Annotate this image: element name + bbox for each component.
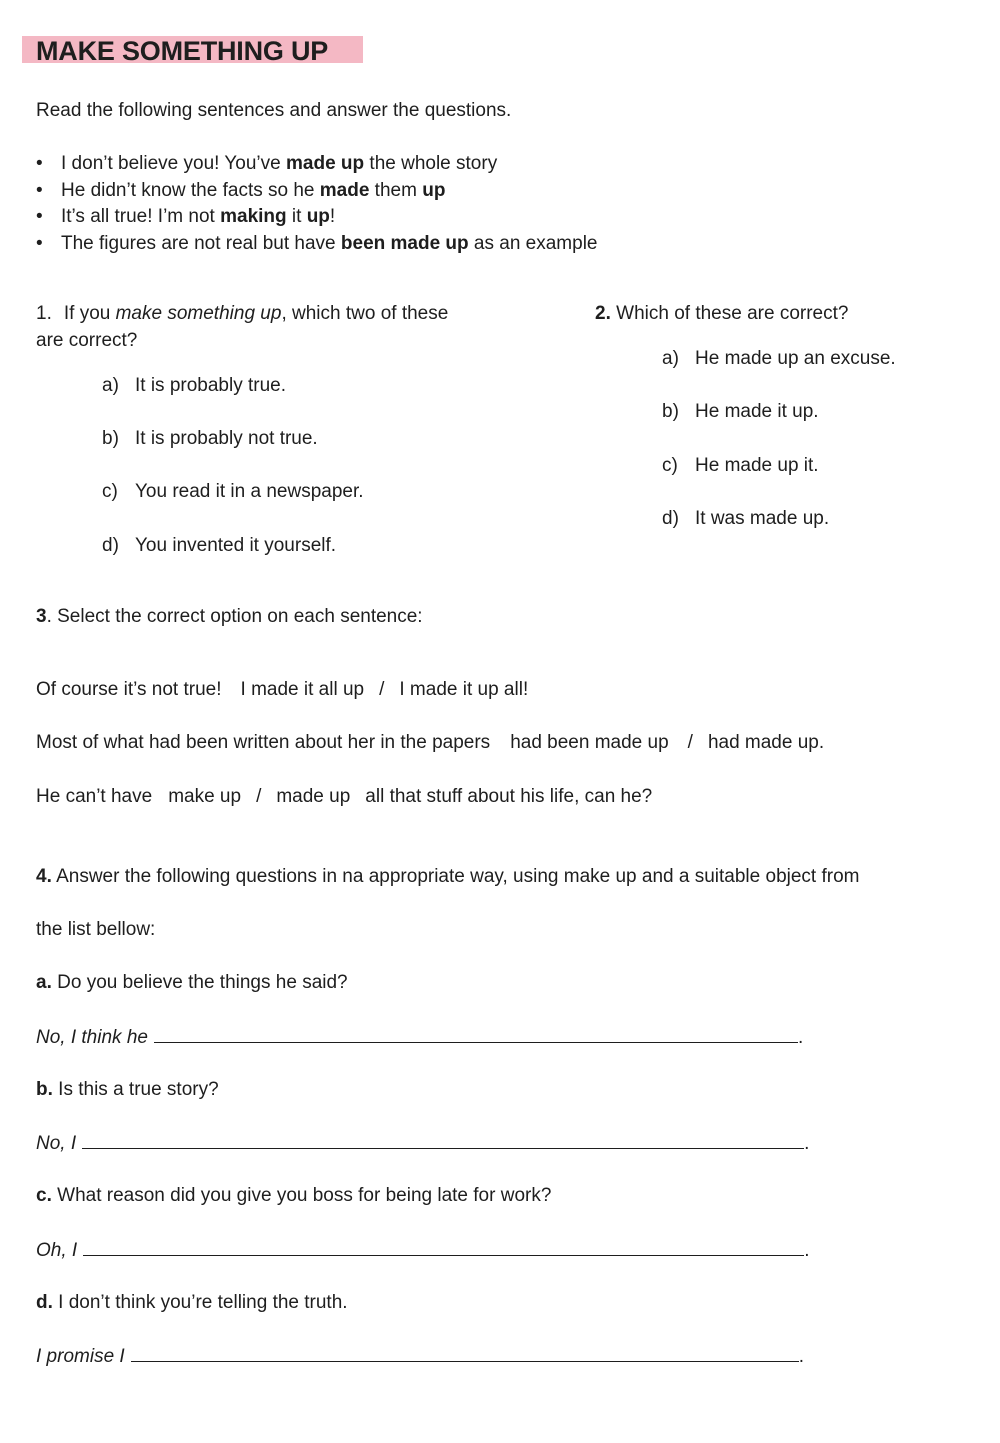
bullet-dot: •: [36, 180, 43, 201]
option-text: He made up an excuse.: [695, 348, 896, 369]
q4-question: [36, 1292, 348, 1314]
bullet-dot: •: [36, 233, 43, 254]
choice-option-1[interactable]: I made it all up: [240, 679, 365, 700]
q2-option[interactable]: [662, 348, 896, 370]
option-text: You invented it yourself.: [135, 535, 337, 556]
choice-option-1[interactable]: had been made up: [510, 732, 669, 753]
option-letter: a): [662, 348, 679, 369]
bullet-text: He didn’t know the facts so he: [61, 180, 320, 201]
q1-prompt: [36, 303, 448, 325]
option-letter: b): [102, 428, 119, 449]
answer-prefix: I promise I: [36, 1346, 125, 1367]
q4-number: 4.: [36, 866, 52, 887]
q1-option[interactable]: [102, 375, 286, 397]
choice-separator: /: [256, 786, 262, 807]
option-letter: d): [662, 508, 679, 529]
q2-option[interactable]: [662, 455, 819, 477]
question-text: Is this a true story?: [52, 1079, 219, 1100]
question-letter: b.: [36, 1079, 53, 1100]
answer-prefix: No, I think he: [36, 1027, 148, 1048]
q1-text: , which two of these: [281, 303, 449, 324]
example-bullet: [36, 180, 445, 202]
answer-period: .: [804, 1240, 810, 1261]
sentence-text: Of course it’s not true!: [36, 679, 222, 700]
question-letter: a.: [36, 972, 52, 993]
q4-answer: [36, 1026, 803, 1049]
bullet-text: I don’t believe you! You’ve: [61, 153, 287, 174]
choice-option-1[interactable]: make up: [168, 786, 242, 807]
option-text: It is probably true.: [135, 375, 287, 396]
answer-prefix: No, I: [36, 1133, 77, 1154]
intro-text: Read the following sentences and answer the questions.: [36, 100, 512, 121]
answer-period: .: [798, 1346, 804, 1367]
q2-option[interactable]: [662, 508, 829, 530]
choice-separator: /: [687, 732, 693, 753]
option-letter: a): [102, 375, 119, 396]
option-letter: c): [662, 455, 678, 476]
bullet-bold: made up: [286, 153, 365, 174]
q4-prompt: [36, 866, 859, 888]
q1-text: If you: [63, 303, 116, 324]
bullet-bold: making: [220, 206, 287, 227]
bullet-dot: •: [36, 153, 43, 174]
bullet-text: The figures are not real but have: [61, 233, 341, 254]
answer-blank[interactable]: [83, 1239, 804, 1256]
q4-prompt-line2: the list bellow:: [36, 919, 156, 940]
answer-period: .: [804, 1133, 810, 1154]
q1-option[interactable]: [102, 481, 364, 503]
q4-answer: [36, 1345, 804, 1368]
bullet-bold: been made up: [340, 233, 469, 254]
q3-sentence: [36, 679, 528, 701]
choice-separator: /: [379, 679, 385, 700]
q2-text: Which of these are correct?: [610, 303, 849, 324]
option-text: You read it in a newspaper.: [135, 481, 364, 502]
question-letter: d.: [36, 1292, 53, 1313]
option-text: He made it up.: [695, 401, 819, 422]
q3-sentence: [36, 786, 652, 808]
bullet-text: It’s all true! I’m not: [61, 206, 221, 227]
example-bullet: [36, 233, 598, 255]
choice-option-2[interactable]: had made up.: [707, 732, 825, 753]
option-text: He made up it.: [695, 455, 819, 476]
sentence-text: all that stuff about his life, can he?: [365, 786, 653, 807]
question-letter: c.: [36, 1185, 52, 1206]
example-bullet: [36, 153, 497, 175]
sentence-text: Most of what had been written about her in the papers: [36, 732, 491, 753]
bullet-bold: made: [319, 180, 370, 201]
answer-blank[interactable]: [131, 1345, 799, 1362]
bullet-bold: up: [422, 180, 446, 201]
answer-prefix: Oh, I: [36, 1240, 78, 1261]
option-letter: c): [102, 481, 118, 502]
sentence-text: He can’t have: [36, 786, 153, 807]
q1-number: 1.: [36, 303, 52, 324]
bullet-text: as an example: [468, 233, 598, 254]
option-text: It was made up.: [695, 508, 830, 529]
q2-prompt: [595, 303, 848, 325]
choice-option-2[interactable]: made up: [276, 786, 351, 807]
bullet-bold: up: [306, 206, 330, 227]
bullet-text: !: [329, 206, 336, 227]
q4-answer: [36, 1132, 809, 1155]
q4-answer: [36, 1239, 809, 1262]
question-text: Do you believe the things he said?: [51, 972, 348, 993]
bullet-text: the whole story: [364, 153, 498, 174]
q4-question: [36, 972, 348, 994]
q3-number: 3: [36, 606, 47, 627]
option-letter: b): [662, 401, 679, 422]
example-bullet: [36, 206, 335, 228]
bullet-text: it: [286, 206, 307, 227]
choice-option-2[interactable]: I made it up all!: [399, 679, 529, 700]
q1-italic: make something up: [115, 303, 282, 324]
q4-question: [36, 1185, 551, 1207]
answer-blank[interactable]: [154, 1026, 798, 1043]
q4-question: [36, 1079, 219, 1101]
page-title: MAKE SOMETHING UP: [22, 36, 363, 63]
q3-prompt: [36, 606, 423, 628]
q2-option[interactable]: [662, 401, 819, 423]
q4-text: Answer the following questions in na appropriate way, using make up and a suitable object from: [51, 866, 860, 887]
q1-prompt-line2: are correct?: [36, 330, 138, 351]
q2-number: 2.: [595, 303, 611, 324]
q3-text: . Select the correct option on each sentence:: [46, 606, 423, 627]
q1-option[interactable]: [102, 535, 336, 557]
question-text: I don’t think you’re telling the truth.: [52, 1292, 348, 1313]
answer-period: .: [797, 1027, 804, 1048]
q3-sentence: [36, 732, 824, 754]
answer-blank[interactable]: [82, 1132, 804, 1149]
bullet-dot: •: [36, 206, 43, 227]
q1-option[interactable]: [102, 428, 318, 450]
question-text: What reason did you give you boss for being late for work?: [51, 1185, 552, 1206]
option-letter: d): [102, 535, 119, 556]
bullet-text: them: [369, 180, 423, 201]
option-text: It is probably not true.: [135, 428, 318, 449]
